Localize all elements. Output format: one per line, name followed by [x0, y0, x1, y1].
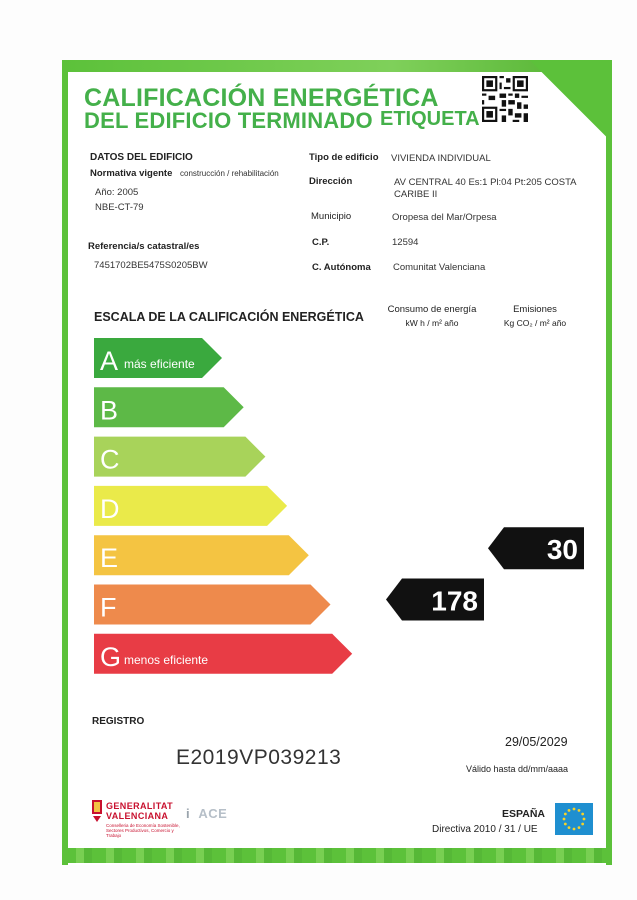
municipality-value: Oropesa del Mar/Orpesa [392, 212, 497, 223]
scale-bar-c [94, 437, 265, 477]
scale-title: ESCALA DE LA CALIFICACIÓN ENERGÉTICA [94, 310, 364, 324]
scale-letter-f: F [100, 592, 117, 623]
directive-label: Directiva 2010 / 31 / UE [432, 824, 538, 835]
scale-bar-e [94, 535, 309, 575]
scale-note-g: menos eficiente [124, 652, 209, 667]
address-label: Dirección [309, 176, 353, 187]
building-standard: NBE-CT-79 [95, 202, 144, 213]
scale-letter-c: C [100, 444, 120, 475]
eu-flag-icon [555, 803, 593, 835]
title-tag: ETIQUETA [380, 108, 480, 130]
scale-letter-d: D [100, 493, 120, 524]
scale-bar-d [94, 486, 287, 526]
scale-letter-g: G [100, 641, 122, 672]
scale-class-e [94, 535, 309, 575]
address-line-1: AV CENTRAL 40 Es:1 Pl:04 Pt:205 COSTA [394, 177, 577, 188]
region-value: Comunitat Valenciana [393, 262, 486, 273]
ace-text: ACE [198, 806, 228, 821]
scale-class-c [94, 437, 265, 477]
cadastral-label: Referencia/s catastral/es [88, 241, 200, 252]
scale-letter-b: B [100, 395, 119, 426]
scale-letter-a: A [100, 346, 119, 376]
emissions-marker-value: 30 [546, 534, 578, 566]
consumption-marker [386, 579, 484, 621]
postal-code-label: C.P. [312, 237, 330, 248]
scale-class-g [94, 634, 352, 674]
valid-until-label: Válido hasta dd/mm/aaaa [466, 764, 569, 774]
title-line-2: DEL EDIFICIO TERMINADO [84, 108, 373, 133]
scale-bar-f [94, 585, 331, 625]
title-line-1: CALIFICACIÓN ENERGÉTICA [84, 84, 439, 112]
scale-class-a [94, 338, 222, 378]
normative-label: Normativa vigente [90, 168, 173, 179]
generalitat-name [106, 801, 173, 821]
building-section-label: DATOS DEL EDIFICIO [90, 152, 193, 163]
scale-letter-e: E [100, 543, 119, 574]
consumption-marker-value: 178 [431, 585, 478, 617]
emissions-header: Emisiones [513, 304, 557, 315]
registry-number: E2019VP039213 [176, 746, 342, 769]
generalitat-subtitle: Conselleria de Economía Sostenible, Sectores Productivos, Comercio y Trabajo [106, 823, 180, 838]
building-type-value: VIVIENDA INDIVIDUAL [391, 153, 491, 164]
municipality-label: Municipio [311, 211, 352, 222]
building-type-label: Tipo de edificio [309, 152, 379, 163]
generalitat-line-2: VALENCIANA [106, 811, 169, 821]
scale-class-d [94, 486, 287, 526]
building-year: Año: 2005 [95, 187, 139, 198]
consumption-unit: kW h / m² año [405, 318, 459, 328]
valid-until-date: 29/05/2029 [505, 735, 568, 749]
ace-logo: i ACE [186, 806, 228, 821]
postal-code-value: 12594 [392, 237, 419, 248]
emissions-marker [488, 527, 584, 569]
scale-note-a: más eficiente [124, 357, 195, 371]
cadastral-value: 7451702BE5475S0205BW [94, 260, 208, 271]
country-label: ESPAÑA [502, 808, 545, 820]
address-line-2: CARIBE II [394, 189, 438, 200]
normative-note: construcción / rehabilitación [180, 169, 279, 178]
emissions-unit: Kg CO₂ / m² año [503, 318, 567, 328]
scale-class-b [94, 387, 244, 427]
generalitat-line-1: GENERALITAT [106, 801, 174, 811]
consumption-header: Consumo de energía [387, 304, 477, 315]
registry-label: REGISTRO [92, 716, 145, 727]
scale-class-f [94, 585, 331, 625]
region-label: C. Autónoma [312, 262, 371, 273]
